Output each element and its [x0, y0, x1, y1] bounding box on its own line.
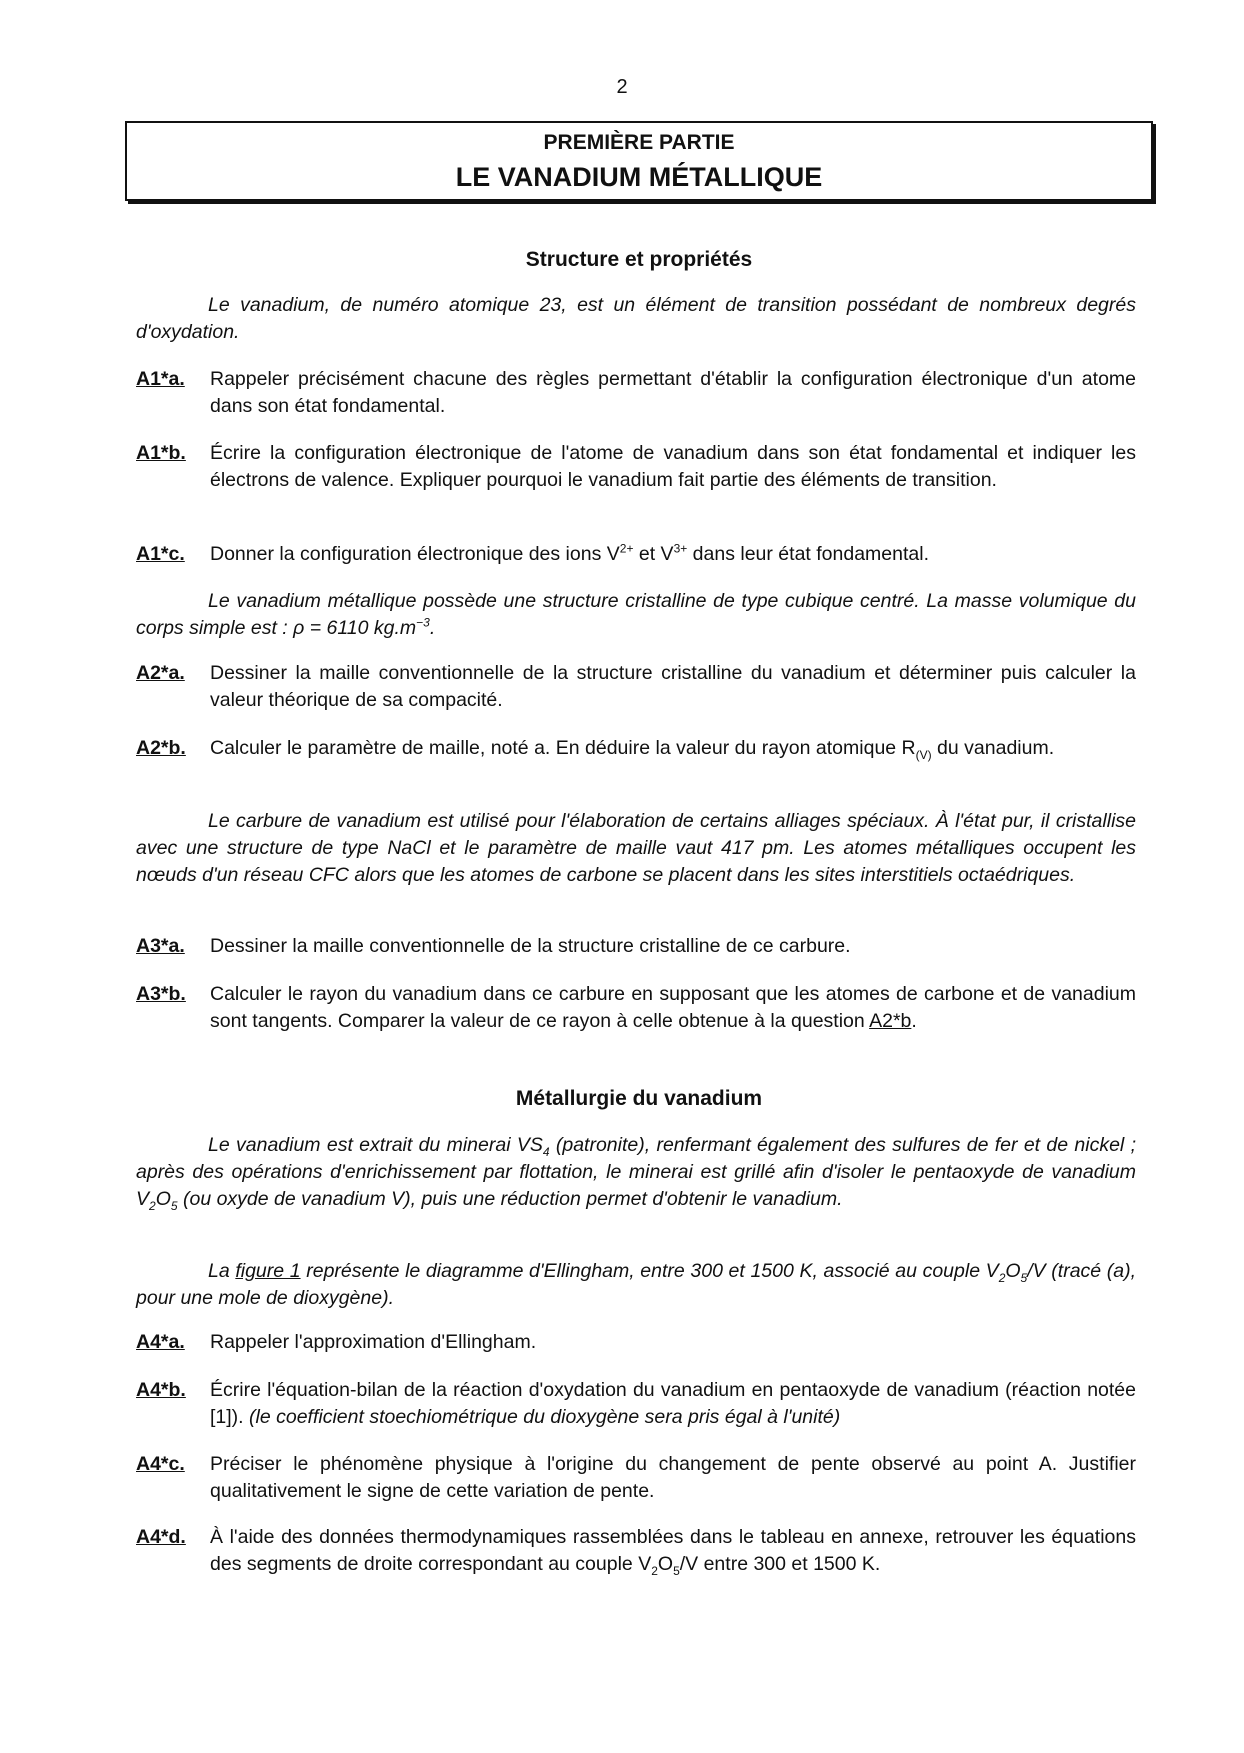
- question-label: A4*c.: [136, 1453, 185, 1475]
- question-text: Rappeler l'approximation d'Ellingham.: [210, 1331, 537, 1353]
- question-a1a: [136, 366, 1136, 420]
- question-reference-link: A2*b: [869, 1010, 912, 1032]
- question-text: Dessiner la maille conventionnelle de la structure cristalline du vanadium et déterminer puis calculer la valeur théorique de sa compacité.: [210, 662, 1136, 711]
- question-label: A3*a.: [136, 935, 185, 957]
- question-label: A1*a.: [136, 368, 185, 390]
- paragraph-carbide: Le carbure de vanadium est utilisé pour l'élaboration de certains alliages spéciaux. À l'état pur, il cristallise avec une structure de type NaCl et le paramètre de maille vaut 417 pm. Les atomes métalliques occupent les nœuds d'un réseau CFC alors que les atomes de carbone se placent dans les sites interstitiels octaédriques.: [136, 810, 1136, 886]
- part-title: LE VANADIUM MÉTALLIQUE: [455, 162, 823, 192]
- question-label: A2*a.: [136, 662, 185, 684]
- question-label: A3*b.: [136, 983, 186, 1005]
- question-text: Rappeler précisément chacune des règles permettant d'établir la configuration électronique d'un atome dans son état fondamental.: [210, 368, 1136, 417]
- question-a3a: [136, 933, 1136, 960]
- question-text: À l'aide des données thermodynamiques rassemblées dans le tableau en annexe, retrouver les équations des segments de droite correspondant au couple $V_2O_5/V$ entre 300 et 1500 K.: [210, 1526, 1136, 1578]
- question-label: A1*c.: [136, 543, 185, 565]
- question-label: A4*a.: [136, 1331, 185, 1353]
- figure-reference: figure 1: [235, 1260, 301, 1282]
- paragraph-cubic-structure: Le vanadium métallique possède une structure cristalline de type cubique centré. La masse volumique du corps simple est : ρ = 6110 $kg.m^{-3}$.: [136, 590, 1136, 639]
- paragraph-ellingham: La figure 1 représente le diagramme d'Ellingham, entre 300 et 1500 K, associé au couple $V_2O_5/V$ (tracé (a), pour une mole de dioxygène).: [136, 1260, 1137, 1309]
- question-a4a: [136, 1329, 1136, 1356]
- section-heading-metallurgy: Métallurgie du vanadium: [515, 1087, 763, 1110]
- question-label: A4*b.: [136, 1379, 186, 1401]
- question-label: A1*b.: [136, 442, 186, 464]
- question-text: Écrire la configuration électronique de l'atome de vanadium dans son état fondamental et indiquer les électrons de valence. Expliquer pourquoi le vanadium fait partie des éléments de transition.: [210, 442, 1136, 491]
- question-text: Donner la configuration électronique des ions $V^{2+}$ et $V^{3+}$ dans leur état fondamental.: [210, 541, 929, 565]
- question-a4c: [136, 1451, 1136, 1505]
- question-a1c: [136, 541, 1136, 568]
- question-text: Calculer le rayon du vanadium dans ce carbure en supposant que les atomes de carbone et de vanadium sont tangents. Comparer la valeur de ce rayon à celle obtenue à la question A2*b.: [210, 983, 1136, 1032]
- intro-paragraph: Le vanadium, de numéro atomique 23, est un élément de transition possédant de nombreux degrés d'oxydation.: [136, 294, 1136, 343]
- part-title-box: [125, 121, 1153, 201]
- section-heading-structure: Structure et propriétés: [525, 248, 753, 271]
- question-a2b: [136, 735, 1136, 762]
- paragraph-extraction: Le vanadium est extrait du minerai $VS_4$ (patronite), renfermant également des sulfures de fer et de nickel ; après des opérations d'enrichissement par flottation, le minerai est grillé afin d'isoler le pentaoxyde de vanadium $V_2O_5$ (ou oxyde de vanadium V), puis une réduction permet d'obtenir le vanadium.: [136, 1134, 1136, 1213]
- question-a4b: [136, 1377, 1136, 1431]
- question-a4d: [136, 1524, 1136, 1578]
- question-text: Préciser le phénomène physique à l'origine du changement de pente observé au point A. Justifier qualitativement le signe de cette variation de pente.: [210, 1453, 1136, 1502]
- question-a1b: [136, 440, 1136, 494]
- question-label: A2*b.: [136, 737, 186, 759]
- part-label: PREMIÈRE PARTIE: [543, 131, 735, 154]
- question-text: Dessiner la maille conventionnelle de la structure cristalline de ce carbure.: [210, 935, 851, 957]
- question-a3b: [136, 981, 1136, 1035]
- question-text: Calculer le paramètre de maille, noté a. En déduire la valeur du rayon atomique $R_{(V)}$ du vanadium.: [210, 737, 1055, 762]
- question-text: Écrire l'équation-bilan de la réaction d'oxydation du vanadium en pentaoxyde de vanadium (réaction notée [1]). (le coefficient stoechiométrique du dioxygène sera pris égal à l'unité): [210, 1379, 1136, 1428]
- page-number: 2: [616, 76, 628, 98]
- question-label: A4*d.: [136, 1526, 186, 1548]
- question-a2a: [136, 660, 1136, 714]
